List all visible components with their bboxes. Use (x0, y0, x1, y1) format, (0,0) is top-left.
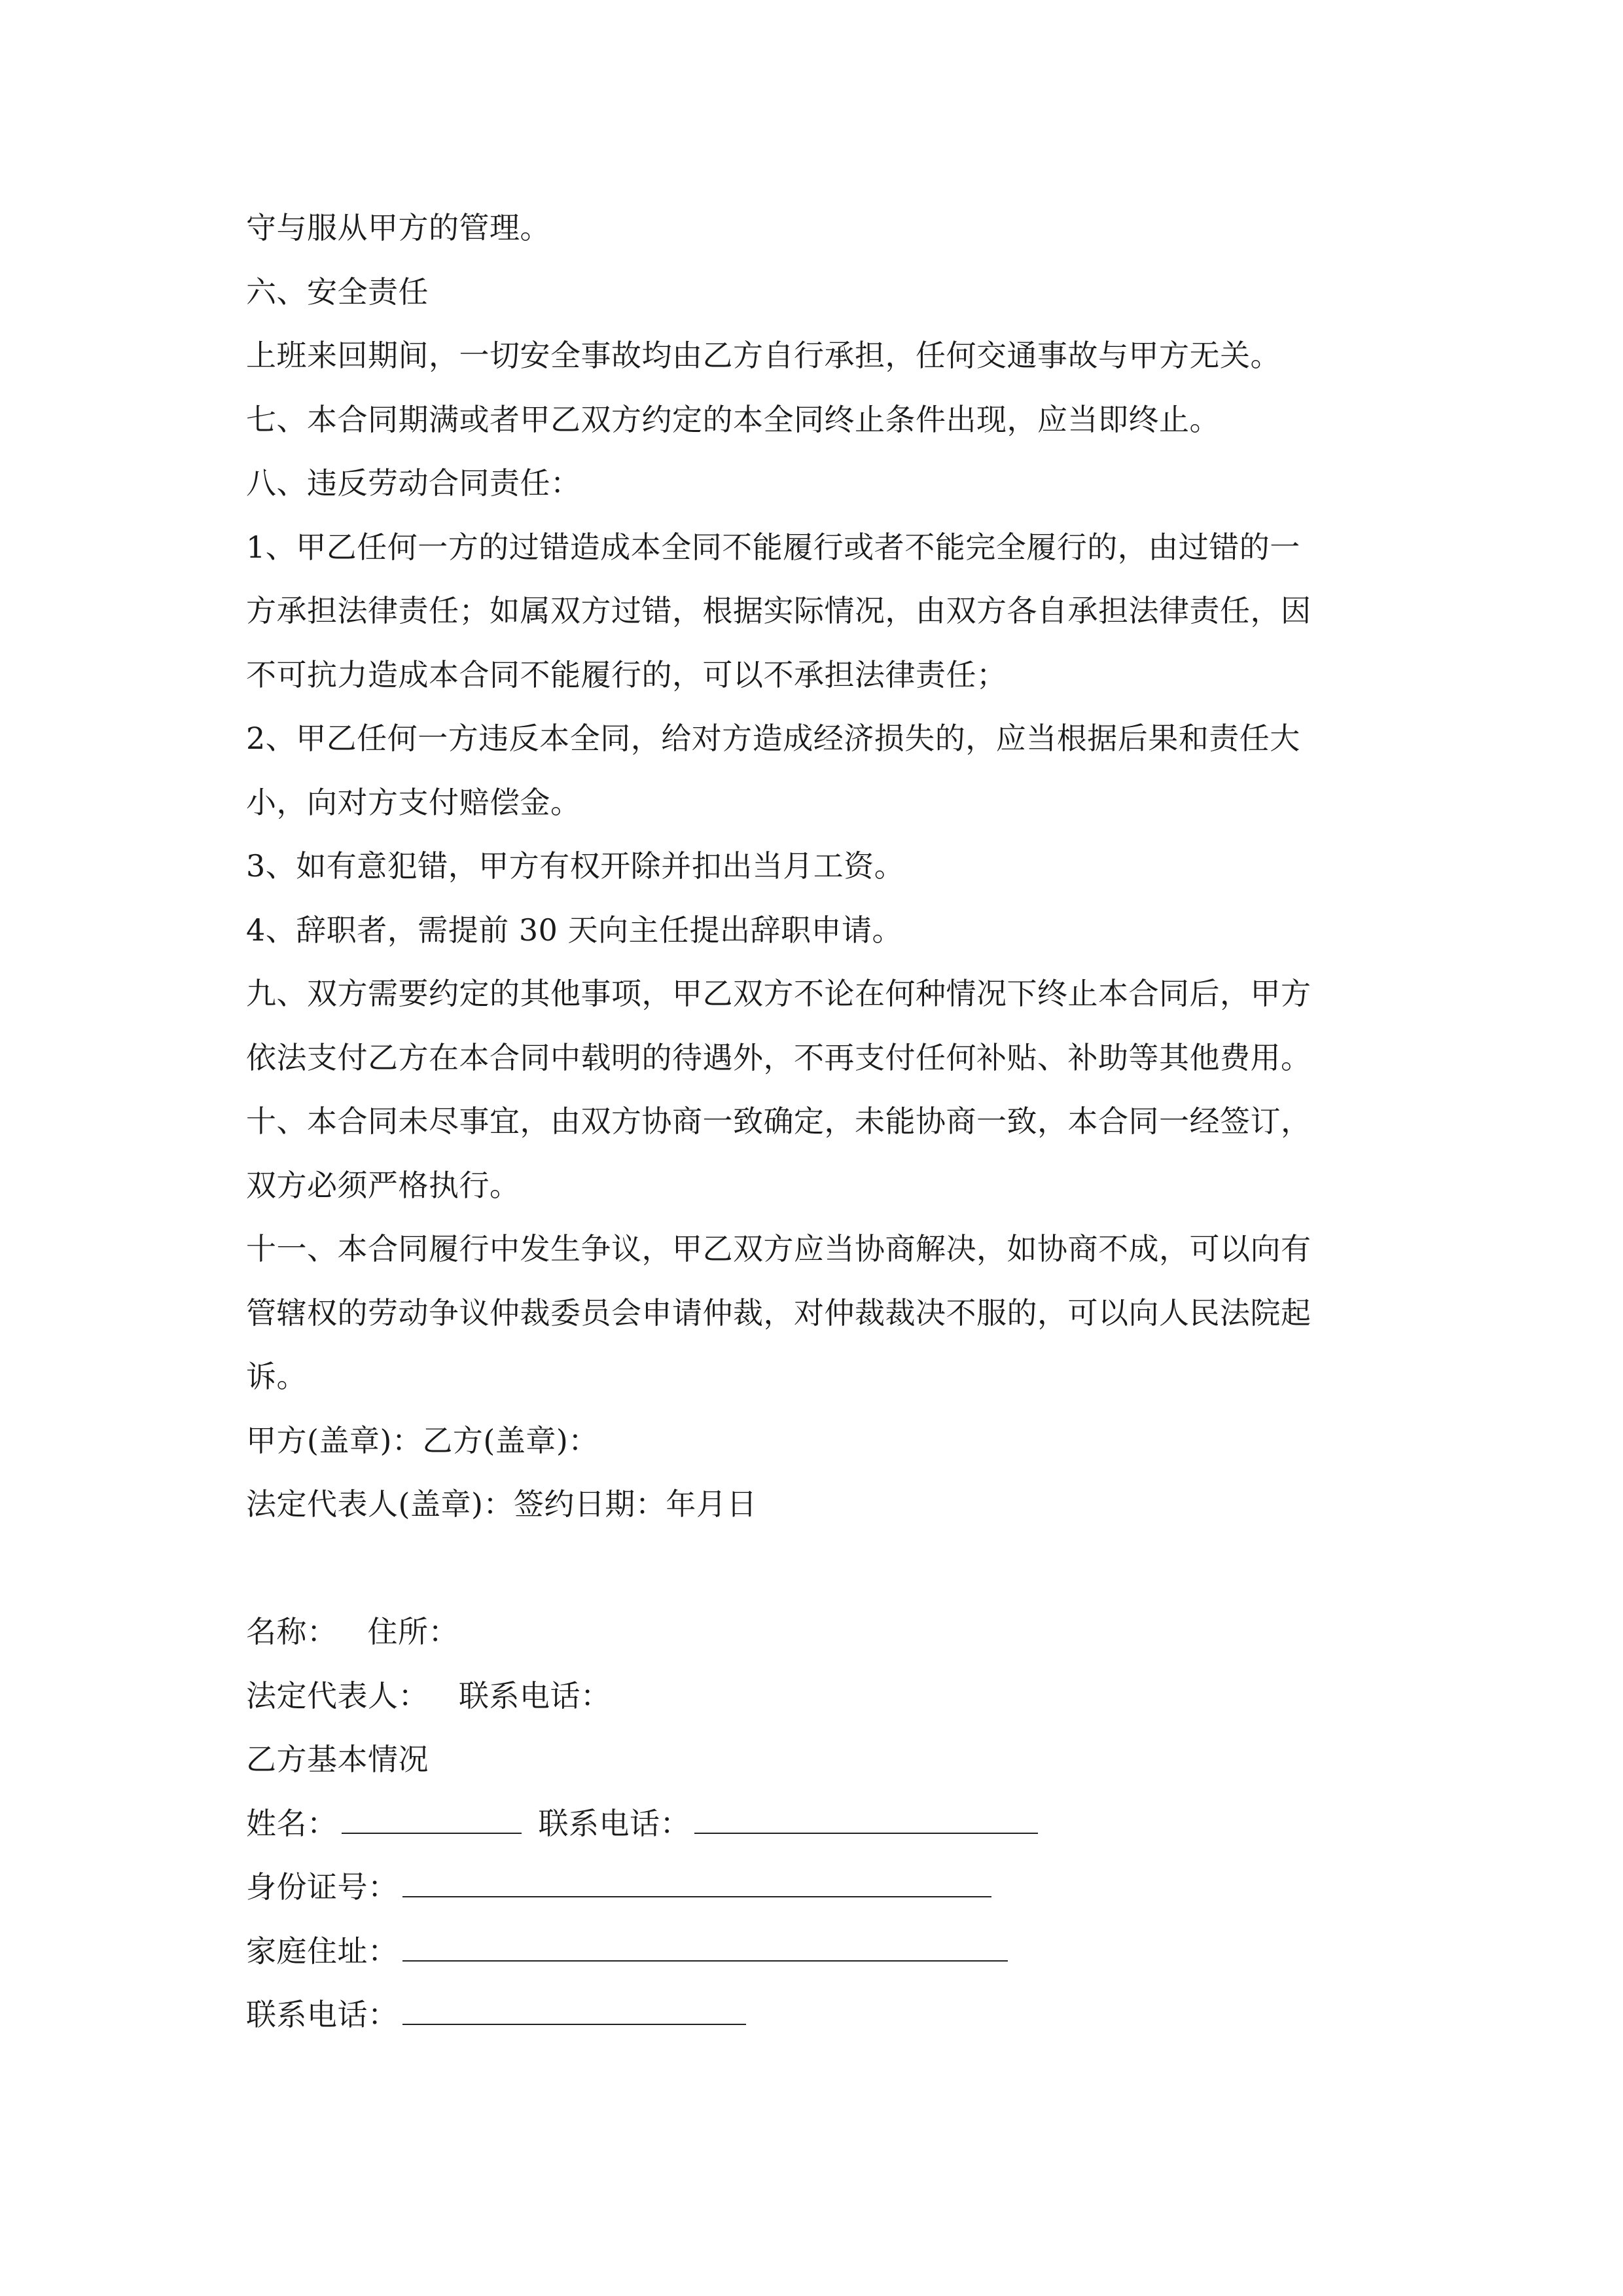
text-line: 不可抗力造成本合同不能履行的，可以不承担法律责任； (246, 656, 1007, 692)
text-line: 方承担法律责任；如属双方过错，根据实际情况，由双方各自承担法律责任，因 (246, 593, 1311, 628)
party-b-id-field[interactable] (402, 1870, 991, 1897)
text-line: 4、辞职者，需提前 30 天向主任提出辞职申请。 (246, 912, 903, 948)
signature-parties-line: 甲方(盖章)：乙方(盖章)： (246, 1422, 599, 1458)
party-a-rep-phone-row (246, 1664, 1398, 1729)
party-b-id-row (246, 1856, 1398, 1920)
party-b-phone-label: 联系电话： (538, 1805, 690, 1841)
party-a-phone-label: 联系电话： (459, 1677, 611, 1713)
party-b-contact-row (246, 1983, 1398, 2047)
party-a-name-label: 名称： (246, 1614, 338, 1649)
spacer (246, 1537, 1398, 1601)
text-line: 管辖权的劳动争议仲裁委员会申请仲裁，对仲裁裁决不服的，可以向人民法院起 (246, 1295, 1311, 1331)
section-heading-termination: 七、本合同期满或者甲乙双方约定的本全同终止条件出现，应当即终止。 (246, 401, 1220, 437)
party-b-name-field[interactable] (342, 1806, 522, 1834)
party-a-address-label: 住所： (367, 1614, 459, 1649)
signature-date-line: 法定代表人(盖章)：签约日期：年月日 (246, 1486, 757, 1522)
party-b-home-address-label: 家庭住址： (246, 1933, 399, 1969)
text-line: 小，向对方支付赔偿金。 (246, 784, 581, 820)
party-a-name-address-row (246, 1600, 1398, 1664)
text-line: 3、如有意犯错，甲方有权开除并扣出当月工资。 (246, 848, 905, 884)
text-line: 1、甲乙任何一方的过错造成本全同不能履行或者不能完全履行的，由过错的一 (246, 529, 1300, 565)
contract-body (246, 196, 1398, 2047)
section-heading-disputes: 十一、本合同履行中发生争议，甲乙双方应当协商解决，如协商不成，可以向有 (246, 1231, 1311, 1266)
party-b-name-label: 姓名： (246, 1805, 338, 1841)
text-line: 上班来回期间，一切安全事故均由乙方自行承担，任何交通事故与甲方无关。 (246, 338, 1281, 373)
text-line: 诉。 (246, 1359, 307, 1394)
party-a-legal-rep-label: 法定代表人： (246, 1677, 429, 1713)
text-line: 守与服从甲方的管理。 (246, 210, 550, 245)
party-b-home-address-field[interactable] (402, 1934, 1008, 1962)
text-line: 依法支付乙方在本合同中载明的待遇外，不再支付任何补贴、补助等其他费用。 (246, 1039, 1311, 1075)
text-line: 2、甲乙任何一方违反本全同，给对方造成经济损失的，应当根据后果和责任大 (246, 721, 1300, 756)
text-line: 双方必须严格执行。 (246, 1167, 520, 1203)
section-heading-other-matters: 九、双方需要约定的其他事项，甲乙双方不论在何种情况下终止本合同后，甲方 (246, 976, 1311, 1011)
party-b-id-label: 身份证号： (246, 1869, 399, 1905)
section-heading-unresolved: 十、本合同未尽事宜，由双方协商一致确定，未能协商一致，本合同一经签订， (246, 1103, 1311, 1139)
party-b-contact-phone-label: 联系电话： (246, 1997, 399, 2032)
party-b-phone-field[interactable] (694, 1806, 1038, 1834)
section-heading-safety: 六、安全责任 (246, 274, 429, 310)
party-b-heading: 乙方基本情况 (246, 1742, 429, 1777)
section-heading-breach: 八、违反劳动合同责任： (246, 465, 581, 501)
party-b-address-row (246, 1920, 1398, 1984)
party-b-contact-phone-field[interactable] (402, 1998, 746, 2025)
party-b-name-phone-row (246, 1792, 1398, 1856)
